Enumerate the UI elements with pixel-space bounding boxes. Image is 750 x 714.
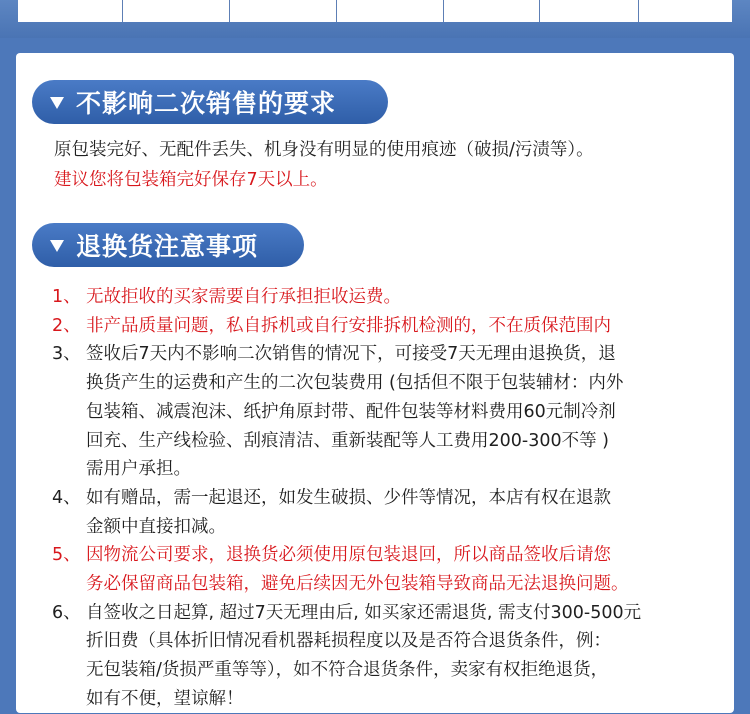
list-item-number: 2、 xyxy=(52,315,81,336)
table-cell xyxy=(337,0,444,22)
list-item-number: 1、 xyxy=(52,287,81,307)
triangle-down-icon xyxy=(50,240,64,252)
list-item-text: 签收后7天内不影响二次销售的情况下，可接受7天无理由退换货，退 xyxy=(86,344,616,365)
table-cell xyxy=(444,0,540,22)
list-item-text: 金额中直接扣减。 xyxy=(86,516,226,537)
list-item xyxy=(52,484,722,541)
list-item-text: 无故拒收的买家需要自行承担拒收运费。 xyxy=(86,287,401,307)
list-item-number: 5、 xyxy=(52,545,81,566)
table-cell xyxy=(123,0,230,22)
list-item xyxy=(52,283,722,312)
list-item xyxy=(52,541,722,598)
list-item-text: 包装箱、减震泡沫、纸护角原封带、配件包装等材料费用60元制冷剂 xyxy=(86,401,616,422)
table-cell xyxy=(639,0,732,22)
list-item-text: 无包装箱/货损严重等等），如不符合退货条件，卖家有权拒绝退货， xyxy=(86,660,609,681)
list-item-text: 因物流公司要求，退换货必须使用原包装退回，所以商品签收后请您 xyxy=(86,545,611,566)
list-item-text: 如有不便，望谅解！ xyxy=(86,688,244,709)
triangle-down-icon xyxy=(50,97,64,109)
list-item-text: 回充、生产线检验、刮痕清洁、重新装配等人工费用200-300不等 ) xyxy=(86,430,610,451)
section-title-text: 不影响二次销售的要求 xyxy=(76,89,337,118)
table-cell xyxy=(540,0,639,22)
list-item-text: 折旧费（具体折旧情况看机器耗损程度以及是否符合退货条件，例： xyxy=(86,631,611,652)
section-title-resale-requirements xyxy=(32,80,388,124)
section-title-return-notes xyxy=(32,223,304,267)
section-title-text: 退换货注意事项 xyxy=(76,232,259,261)
list-item-text: 需用户承担。 xyxy=(86,459,191,480)
list-item xyxy=(52,340,722,484)
list-item-number: 3、 xyxy=(52,344,81,365)
content-card xyxy=(16,53,734,713)
list-item-text: 自签收之日起算, 超过7天无理由后, 如买家还需退货, 需支付300-500元 xyxy=(86,602,642,623)
list-item-text: 非产品质量问题，私自拆机或自行安排拆机检测的，不在质保范围内 xyxy=(86,315,611,336)
list-item-text: 务必保留商品包装箱，避免后续因无外包装箱导致商品无法退换问题。 xyxy=(86,574,629,595)
top-table-fragment xyxy=(18,0,732,22)
return-notes-list xyxy=(52,283,722,714)
table-cell xyxy=(230,0,337,22)
list-item-text: 换货产生的运费和产生的二次包装费用 (包括但不限于包装辅材：内外 xyxy=(86,373,624,394)
list-item-number: 4、 xyxy=(52,487,81,508)
requirement-text: 原包装完好、无配件丢失、机身没有明显的使用痕迹（破损/污渍等）。 xyxy=(54,140,594,160)
list-item xyxy=(52,312,722,341)
list-item-text: 如有赠品，需一起退还，如发生破损、少件等情况，本店有权在退款 xyxy=(86,487,611,508)
table-cell xyxy=(18,0,123,22)
list-item xyxy=(52,599,722,714)
top-banner-strip xyxy=(0,0,750,38)
requirement-advice: 建议您将包装箱完好保存7天以上。 xyxy=(54,170,328,190)
list-item-number: 6、 xyxy=(52,602,81,623)
